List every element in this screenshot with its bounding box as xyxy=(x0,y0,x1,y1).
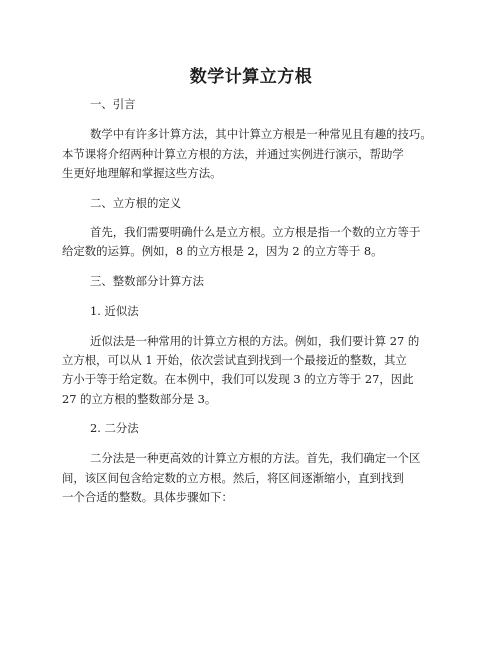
paragraph-line: 间，该区间包含给定数的立方根。然后，将区间逐渐缩小，直到找到 xyxy=(62,471,404,485)
paragraph-line: 生更好地理解和掌握这些方法。 xyxy=(62,166,222,180)
paragraph-line: 27 的立方根的整数部分是 3。 xyxy=(62,392,217,406)
paragraph-line: 方小于等于给定数。在本例中，我们可以发现 3 的立方等于 27，因此 xyxy=(62,372,414,386)
section-heading-definition: 二、立方根的定义 xyxy=(90,196,182,210)
paragraph-line: 数学中有许多计算方法，其中计算立方根是一种常见且有趣的技巧。 xyxy=(90,127,432,141)
paragraph-line: 本节课将介绍两种计算立方根的方法，并通过实例进行演示，帮助学 xyxy=(62,147,404,161)
paragraph-line: 近似法是一种常用的计算立方根的方法。例如，我们要计算 27 的 xyxy=(90,334,420,348)
page-title: 数学计算立方根 xyxy=(189,67,313,87)
section-heading-intro: 一、引言 xyxy=(90,97,136,111)
paragraph-line: 二分法是一种更高效的计算立方根的方法。首先，我们确定一个区 xyxy=(90,451,421,465)
paragraph-line: 一个合适的整数。具体步骤如下： xyxy=(62,490,233,504)
section-heading-integer: 三、整数部分计算方法 xyxy=(90,274,204,288)
subsection-heading-approx: 1. 近似法 xyxy=(90,304,139,318)
paragraph-line: 给定数的运算。例如，8 的立方根是 2，因为 2 的立方等于 8。 xyxy=(62,244,383,258)
paragraph-line: 立方根，可以从 1 开始，依次尝试直到找到一个最接近的整数，其立 xyxy=(62,353,407,367)
subsection-heading-bisect: 2. 二分法 xyxy=(90,421,139,435)
paragraph-line: 首先，我们需要明确什么是立方根。立方根是指一个数的立方等于 xyxy=(90,225,421,239)
